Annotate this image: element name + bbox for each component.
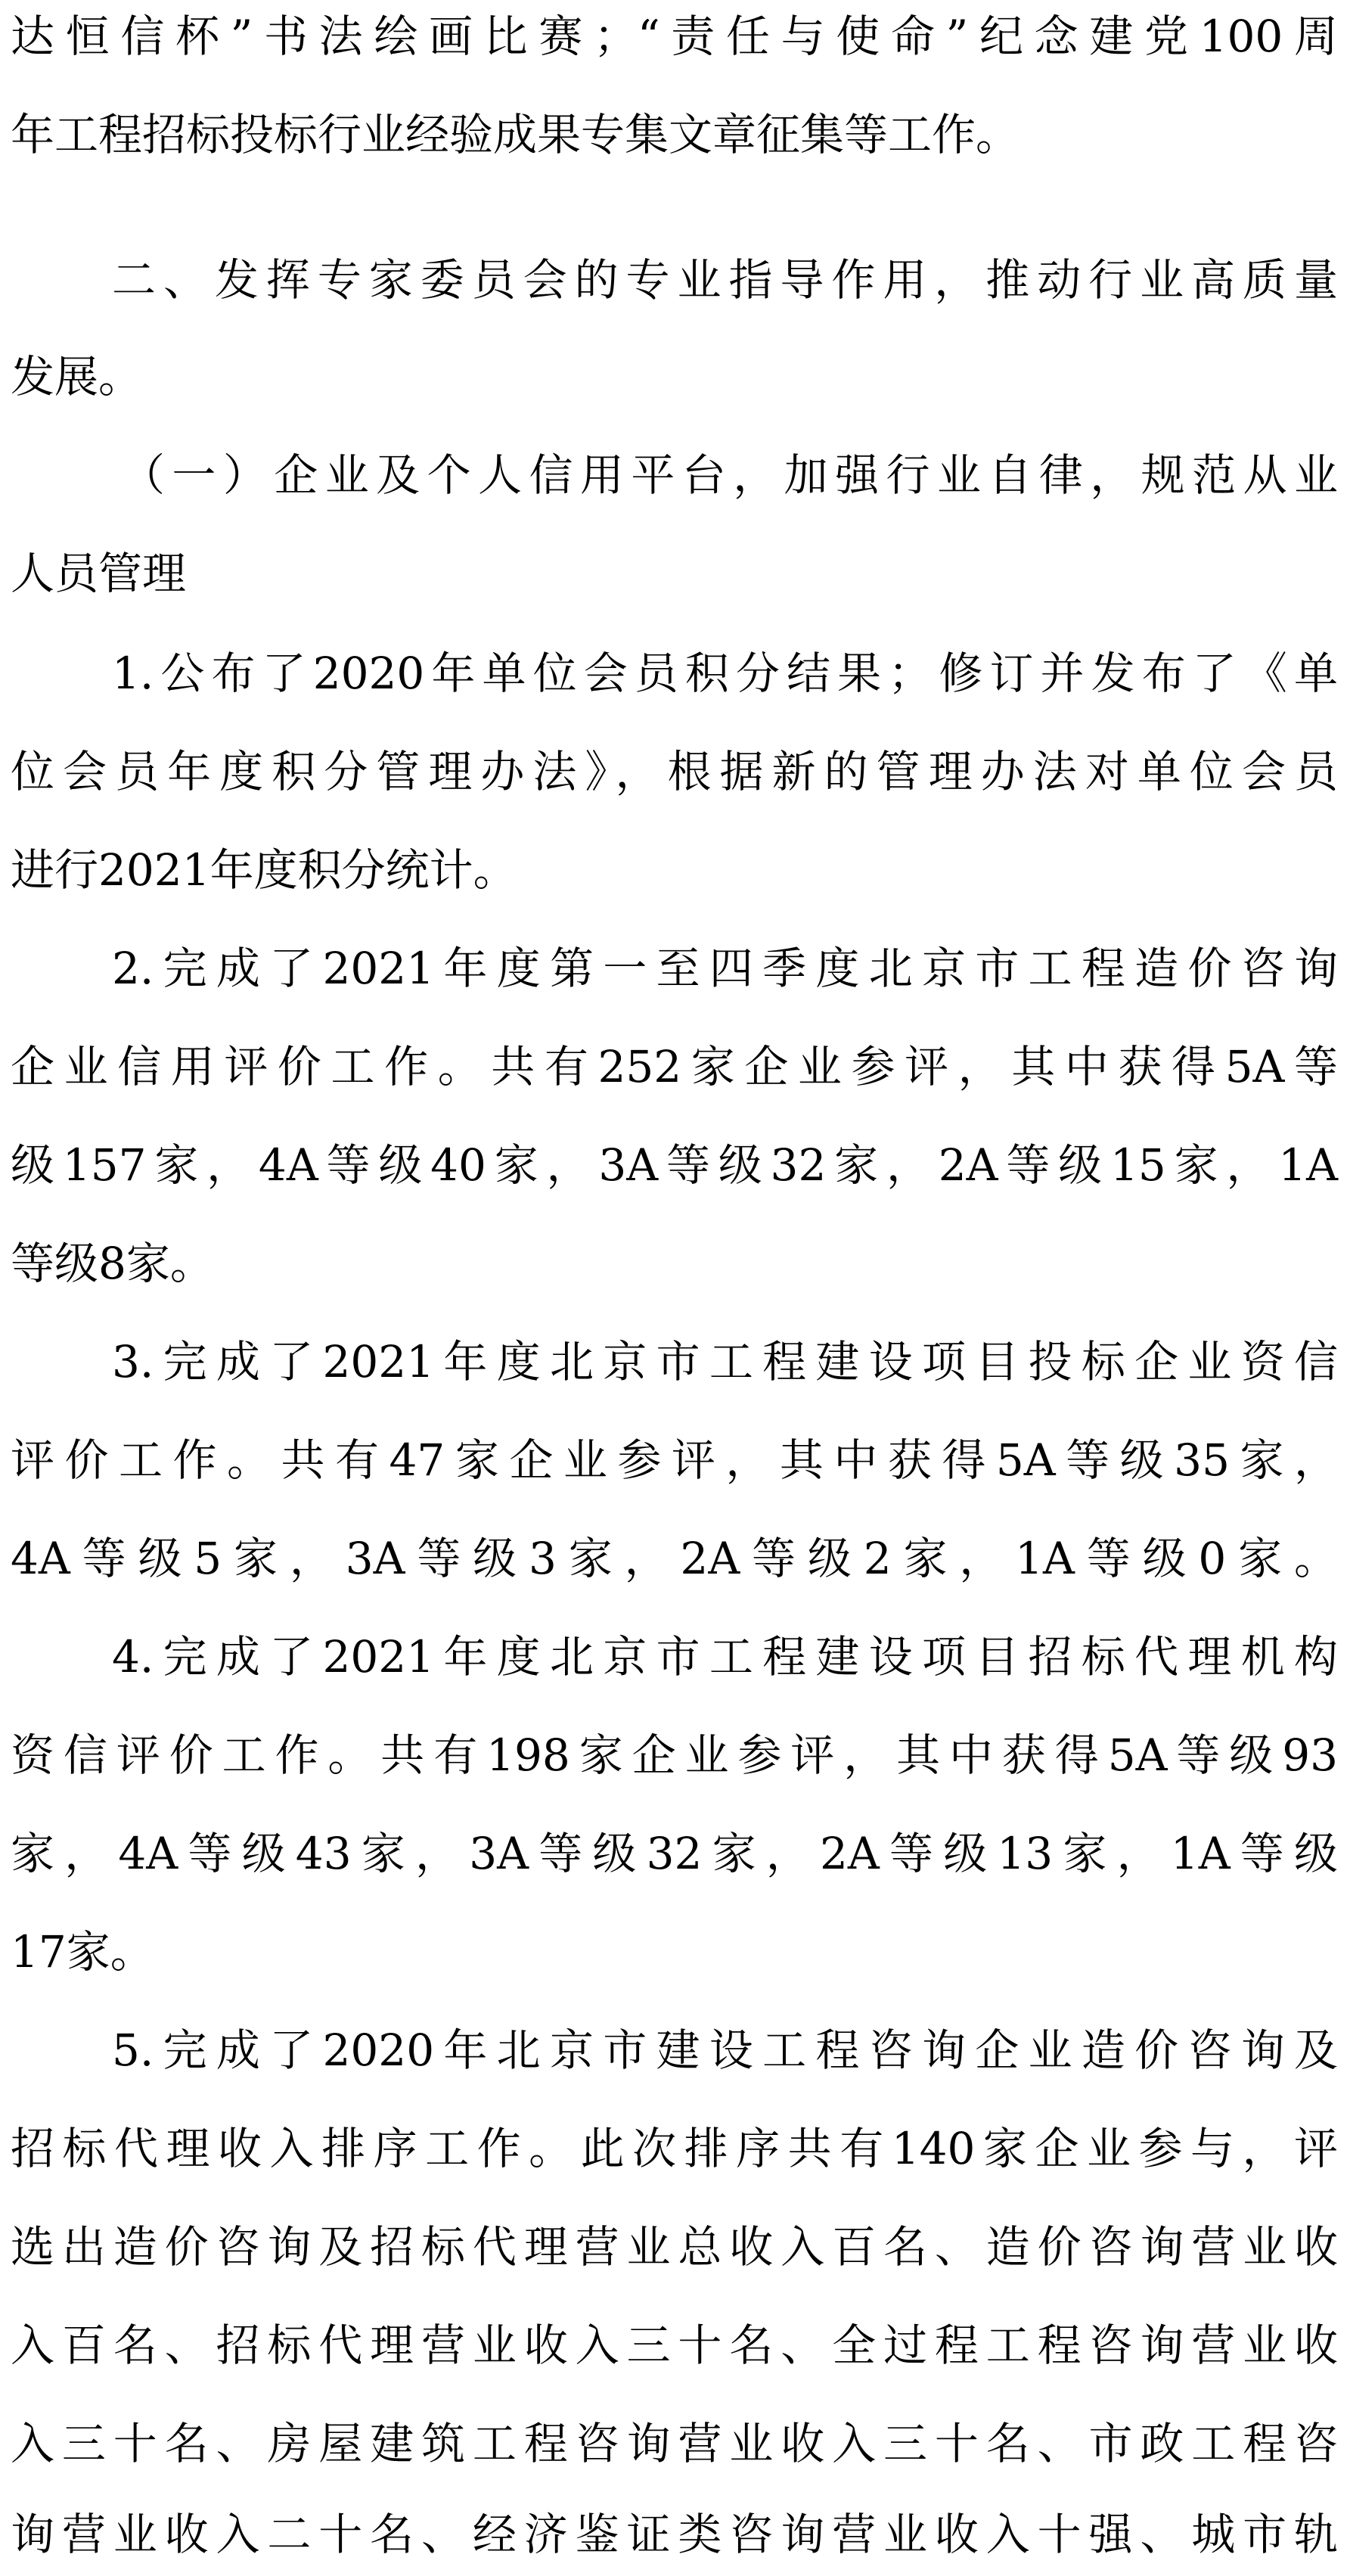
item-4-line-3: 家，4A等级43家，3A等级32家，2A等级13家，1A等级 bbox=[11, 1828, 1338, 1879]
item-1-line-3: 进行2021年度积分统计。 bbox=[11, 844, 517, 896]
item-5-line-5: 入三十名、房屋建筑工程咨询营业收入三十名、市政工程咨 bbox=[11, 2418, 1338, 2469]
item-1-line-2: 位会员年度积分管理办法》，根据新的管理办法对单位会员 bbox=[11, 746, 1338, 797]
text-line-2: 年工程招标投标行业经验成果专集文章征集等工作。 bbox=[11, 109, 1020, 160]
item-4-line-2: 资信评价工作。共有198家企业参评，其中获得5A等级93 bbox=[11, 1729, 1338, 1781]
section-heading-line-1: 二、发挥专家委员会的专业指导作用，推动行业高质量 bbox=[112, 254, 1338, 306]
item-5-line-4: 入百名、招标代理营业收入三十名、全过程工程咨询营业收 bbox=[11, 2320, 1338, 2371]
item-3-line-1: 3.完成了2021年度北京市工程建设项目投标企业资信 bbox=[112, 1336, 1338, 1387]
text-line-1: 达恒信杯”书法绘画比赛；“责任与使命”纪念建党100周 bbox=[11, 11, 1338, 62]
item-4-line-4: 17家。 bbox=[11, 1926, 154, 1978]
item-2-line-2: 企业信用评价工作。共有252家企业参评，其中获得5A等 bbox=[11, 1041, 1338, 1092]
item-1-line-1: 1.公布了2020年单位会员积分结果；修订并发布了《单 bbox=[112, 648, 1338, 699]
item-3-line-3: 4A等级5家，3A等级3家，2A等级2家，1A等级0家。 bbox=[11, 1533, 1338, 1584]
item-3-line-2: 评价工作。共有47家企业参评，其中获得5A等级35家， bbox=[11, 1434, 1338, 1486]
subsection-heading-line-2: 人员管理 bbox=[11, 548, 187, 599]
item-4-line-1: 4.完成了2021年度北京市工程建设项目招标代理机构 bbox=[112, 1631, 1338, 1683]
item-2-line-4: 等级8家。 bbox=[11, 1238, 214, 1289]
item-5-line-6: 询营业收入二十名、经济鉴证类咨询营业收入十强、城市轨 bbox=[11, 2509, 1338, 2560]
item-5-line-1: 5.完成了2020年北京市建设工程咨询企业造价咨询及 bbox=[112, 2024, 1338, 2076]
item-5-line-3: 选出造价咨询及招标代理营业总收入百名、造价咨询营业收 bbox=[11, 2221, 1338, 2273]
item-2-line-1: 2.完成了2021年度第一至四季度北京市工程造价咨询 bbox=[112, 943, 1338, 994]
item-2-line-3: 级157家，4A等级40家，3A等级32家，2A等级15家，1A bbox=[11, 1139, 1338, 1191]
subsection-heading-line-1: （一）企业及个人信用平台，加强行业自律，规范从业 bbox=[121, 449, 1338, 501]
item-5-line-2: 招标代理收入排序工作。此次排序共有140家企业参与，评 bbox=[11, 2123, 1338, 2174]
section-heading-line-2: 发展。 bbox=[11, 351, 143, 402]
